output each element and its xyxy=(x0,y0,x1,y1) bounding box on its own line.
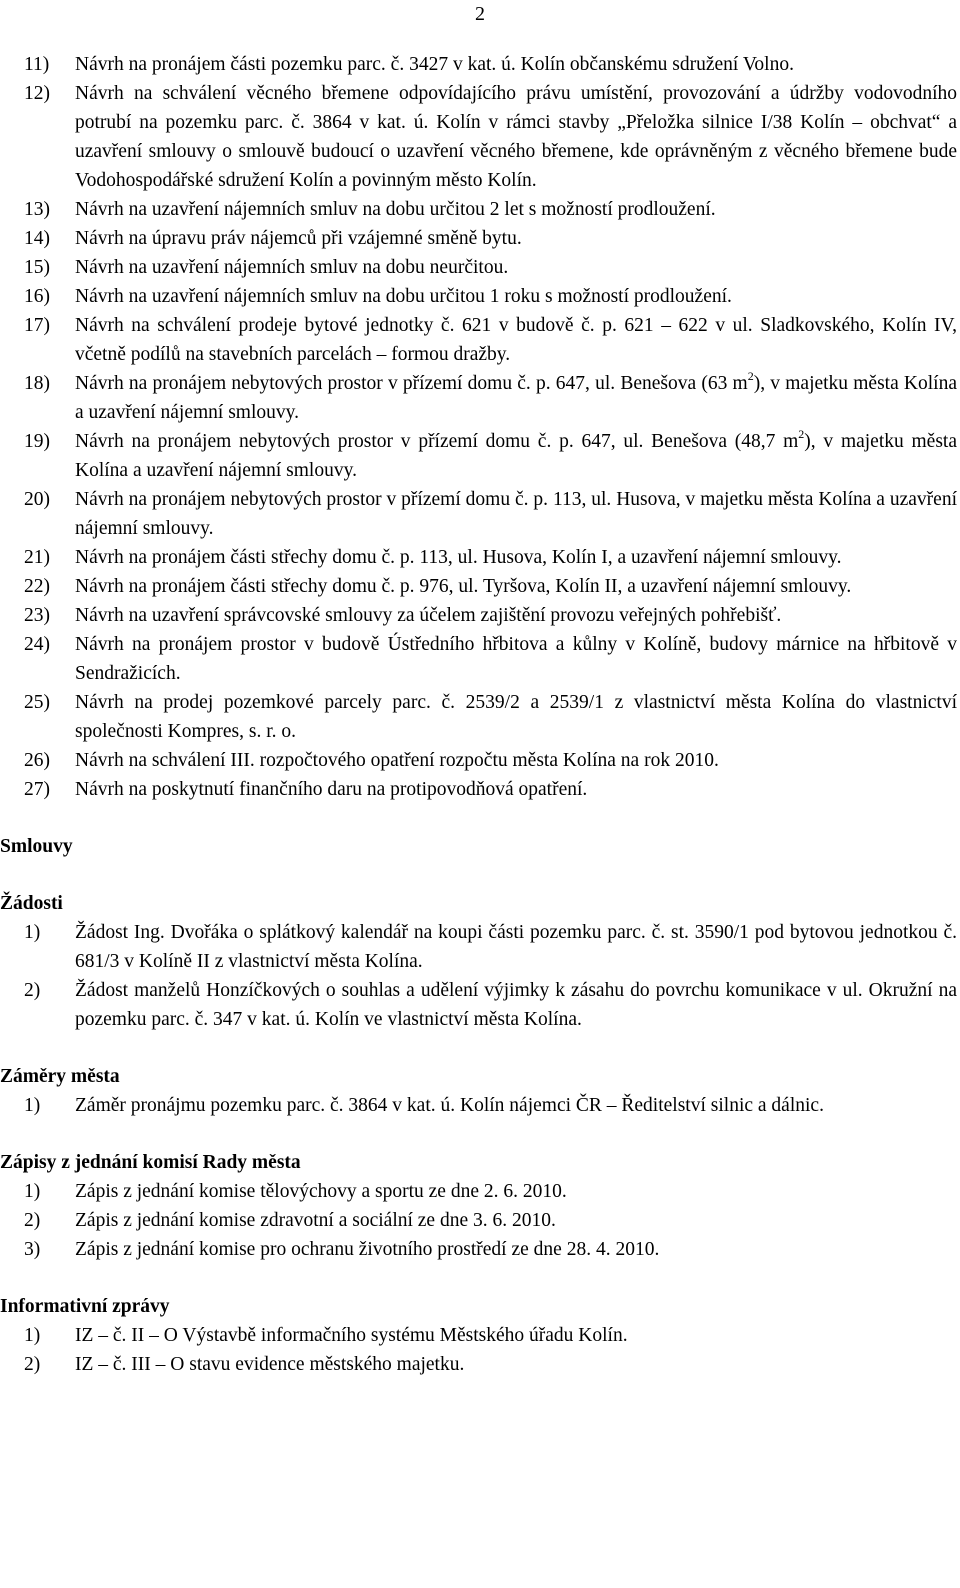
agenda-item-24 xyxy=(24,630,957,688)
iz-item-1 xyxy=(24,1321,957,1350)
section-heading-informativni: Informativní zprávy xyxy=(0,1296,170,1317)
item-number: 1) xyxy=(24,1325,41,1346)
page-number: 2 xyxy=(475,3,485,25)
item-number: 1) xyxy=(24,922,41,943)
agenda-item-13 xyxy=(24,195,957,224)
agenda-item-26 xyxy=(24,746,957,775)
item-number: 23) xyxy=(24,605,50,626)
item-text: Zápis z jednání komise zdravotní a sociální ze dne 3. 6. 2010. xyxy=(75,1210,556,1231)
item-text-part: ), v majetku města Kolína a uzavření nájemní smlouvy. xyxy=(75,373,957,423)
superscript: 2 xyxy=(747,368,754,383)
item-text xyxy=(75,427,957,485)
zadost-item-2 xyxy=(24,976,957,1034)
section-heading-zamery: Záměry města xyxy=(0,1066,120,1087)
zapis-item-3 xyxy=(24,1235,957,1264)
item-text: Návrh na pronájem nebytových prostor v přízemí domu č. p. 113, ul. Husova, v majetku města Kolína a uzavření nájemní smlouvy. xyxy=(75,489,957,539)
item-number: 17) xyxy=(24,315,50,336)
item-number: 16) xyxy=(24,286,50,307)
item-text: Návrh na uzavření správcovské smlouvy za účelem zajištění provozu veřejných pohřebišť. xyxy=(75,605,782,626)
item-text-part: ), v majetku města Kolína a uzavření nájemní smlouvy. xyxy=(75,431,957,481)
item-number: 1) xyxy=(24,1181,41,1202)
item-text: Návrh na poskytnutí finančního daru na protipovodňová opatření. xyxy=(75,779,588,800)
iz-item-2 xyxy=(24,1350,957,1379)
item-number: 2) xyxy=(24,1210,41,1231)
agenda-item-21 xyxy=(24,543,957,572)
item-number: 24) xyxy=(24,634,50,655)
item-text: Návrh na pronájem části střechy domu č. p. 113, ul. Husova, Kolín I, a uzavření nájemní smlouvy. xyxy=(75,547,842,568)
item-text: Žádost Ing. Dvořáka o splátkový kalendář na koupi části pozemku parc. č. st. 3590/1 pod bytovou jednotkou č. 681/3 v Kolíně II z vlastnictví města Kolína. xyxy=(75,922,957,972)
item-number: 15) xyxy=(24,257,50,278)
section-heading-zadosti: Žádosti xyxy=(0,893,63,914)
item-number: 14) xyxy=(24,228,50,249)
agenda-item-14 xyxy=(24,224,957,253)
item-text: Žádost manželů Honzíčkových o souhlas a udělení výjimky k zásahu do povrchu komunikace v ul. Okružní na pozemku parc. č. 347 v kat. ú. Kolín ve vlastnictví města Kolína. xyxy=(75,980,957,1030)
item-number: 25) xyxy=(24,692,50,713)
item-text: Návrh na pronájem části střechy domu č. p. 976, ul. Tyršova, Kolín II, a uzavření nájemní smlouvy. xyxy=(75,576,852,597)
item-number: 19) xyxy=(24,431,50,452)
item-number: 2) xyxy=(24,980,41,1001)
zapis-item-1 xyxy=(24,1177,957,1206)
item-text-part: Návrh na pronájem nebytových prostor v přízemí domu č. p. 647, ul. Benešova (48,7 m xyxy=(75,431,799,452)
item-number: 21) xyxy=(24,547,50,568)
agenda-item-25 xyxy=(24,688,957,746)
agenda-item-18 xyxy=(24,369,957,427)
agenda-item-27 xyxy=(24,775,957,804)
agenda-item-20 xyxy=(24,485,957,543)
agenda-item-19 xyxy=(24,427,957,485)
agenda-item-22 xyxy=(24,572,957,601)
item-text: Návrh na prodej pozemkové parcely parc. č. 2539/2 a 2539/1 z vlastnictví města Kolína do vlastnictví společnosti Kompres, s. r. o. xyxy=(75,692,957,742)
item-text: Návrh na schválení prodeje bytové jednotky č. 621 v budově č. p. 621 – 622 v ul. Sladkovského, Kolín IV, včetně podílů na stavebních parcelách – formou dražby. xyxy=(75,315,957,365)
item-number: 11) xyxy=(24,54,50,75)
item-text: Zápis z jednání komise tělovýchovy a sportu ze dne 2. 6. 2010. xyxy=(75,1181,567,1202)
item-text: Návrh na schválení III. rozpočtového opatření rozpočtu města Kolína na rok 2010. xyxy=(75,750,719,771)
item-text: Návrh na pronájem prostor v budově Ústředního hřbitova a kůlny v Kolíně, budovy márnice na hřbitově v Sendražicích. xyxy=(75,634,957,684)
item-text: Zápis z jednání komise pro ochranu životního prostředí ze dne 28. 4. 2010. xyxy=(75,1239,660,1260)
item-text-part: Návrh na pronájem nebytových prostor v přízemí domu č. p. 647, ul. Benešova (63 m xyxy=(75,373,748,394)
item-text: Návrh na uzavření nájemních smluv na dobu určitou 1 roku s možností prodloužení. xyxy=(75,286,732,307)
agenda-item-11 xyxy=(24,50,957,79)
item-text: Návrh na uzavření nájemních smluv na dobu neurčitou. xyxy=(75,257,509,278)
item-number: 20) xyxy=(24,489,50,510)
item-number: 3) xyxy=(24,1239,41,1260)
agenda-item-17 xyxy=(24,311,957,369)
item-number: 18) xyxy=(24,373,50,394)
item-number: 1) xyxy=(24,1095,41,1116)
item-number: 22) xyxy=(24,576,50,597)
agenda-content xyxy=(0,50,957,1379)
zadost-item-1 xyxy=(24,918,957,976)
agenda-item-12 xyxy=(24,79,957,195)
item-text: Návrh na pronájem části pozemku parc. č. 3427 v kat. ú. Kolín občanskému sdružení Volno. xyxy=(75,54,794,75)
item-number: 13) xyxy=(24,199,50,220)
superscript: 2 xyxy=(798,426,805,441)
section-heading-zapisy: Zápisy z jednání komisí Rady města xyxy=(0,1152,301,1173)
zapis-item-2 xyxy=(24,1206,957,1235)
item-number: 2) xyxy=(24,1354,41,1375)
item-number: 12) xyxy=(24,83,50,104)
agenda-item-23 xyxy=(24,601,957,630)
item-text: Návrh na schválení věcného břemene odpovídajícího právu umístění, provozování a údržby vodovodního potrubí na pozemku parc. č. 3864 v kat. ú. Kolín v rámci stavby „Přeložka silnice I/38 Kolín – obchvat“ a uzavření smlouvy o smlouvě budoucí o uzavření věcného břemene, kde oprávněným z věcného břemene bude Vodohospodářské sdružení Kolín a povinným město Kolín. xyxy=(75,83,957,191)
item-text: Návrh na úpravu práv nájemců při vzájemné směně bytu. xyxy=(75,228,522,249)
item-number: 26) xyxy=(24,750,50,771)
item-text: IZ – č. II – O Výstavbě informačního systému Městského úřadu Kolín. xyxy=(75,1325,628,1346)
item-text xyxy=(75,369,957,427)
agenda-item-15 xyxy=(24,253,957,282)
item-text: Návrh na uzavření nájemních smluv na dobu určitou 2 let s možností prodloužení. xyxy=(75,199,716,220)
section-heading-smlouvy: Smlouvy xyxy=(0,836,73,857)
item-number: 27) xyxy=(24,779,50,800)
agenda-item-16 xyxy=(24,282,957,311)
item-text: Záměr pronájmu pozemku parc. č. 3864 v kat. ú. Kolín nájemci ČR – Ředitelství silnic a dálnic. xyxy=(75,1095,824,1116)
zamer-item-1 xyxy=(24,1091,957,1120)
item-text: IZ – č. III – O stavu evidence městského majetku. xyxy=(75,1354,465,1375)
